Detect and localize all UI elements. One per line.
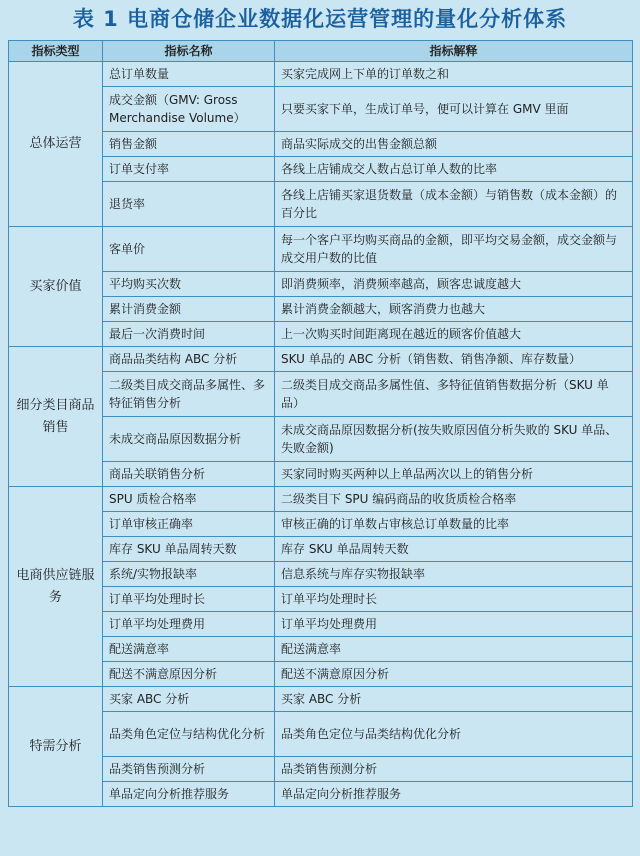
table-row	[9, 562, 633, 587]
table-row	[9, 322, 633, 347]
metric-description-cell: 订单平均处理费用	[275, 612, 633, 637]
metric-description-cell: 每一个客户平均购买商品的金额，即平均交易金额，成交金额与成交用户数的比值	[275, 227, 633, 272]
table-row	[9, 537, 633, 562]
metric-name-cell: 累计消费金额	[103, 297, 275, 322]
metric-name-cell: 系统/实物报缺率	[103, 562, 275, 587]
metric-name-cell: SPU 质检合格率	[103, 487, 275, 512]
metric-name-cell: 退货率	[103, 182, 275, 227]
metric-name-cell: 订单平均处理时长	[103, 587, 275, 612]
metric-description-cell: 品类角色定位与品类结构优化分析	[275, 712, 633, 757]
metric-description-cell: 配送不满意原因分析	[275, 662, 633, 687]
metric-description-cell: 品类销售预测分析	[275, 757, 633, 782]
table-row	[9, 462, 633, 487]
metric-name-cell: 总订单数量	[103, 62, 275, 87]
table-row	[9, 87, 633, 132]
metric-description-cell: 买家 ABC 分析	[275, 687, 633, 712]
metric-name-cell: 库存 SKU 单品周转天数	[103, 537, 275, 562]
header-name: 指标名称	[103, 41, 275, 62]
metric-description-cell: 订单平均处理时长	[275, 587, 633, 612]
metric-description-cell: 单品定向分析推荐服务	[275, 782, 633, 807]
metric-description-cell: 审核正确的订单数占审核总订单数量的比率	[275, 512, 633, 537]
category-cell: 特需分析	[9, 687, 103, 807]
metric-name-cell: 配送满意率	[103, 637, 275, 662]
metric-name-cell: 配送不满意原因分析	[103, 662, 275, 687]
table-row	[9, 62, 633, 87]
table-row	[9, 157, 633, 182]
table-row	[9, 587, 633, 612]
metric-name-cell: 买家 ABC 分析	[103, 687, 275, 712]
metric-description-cell: 未成交商品原因数据分析(按失败原因值分析失败的 SKU 单品、失败金额)	[275, 417, 633, 462]
metric-description-cell: 上一次购买时间距离现在越近的顾客价值越大	[275, 322, 633, 347]
table-row	[9, 687, 633, 712]
category-cell: 买家价值	[9, 227, 103, 347]
table-row	[9, 227, 633, 272]
metric-name-cell: 订单平均处理费用	[103, 612, 275, 637]
metric-description-cell: 累计消费金额越大，顾客消费力也越大	[275, 297, 633, 322]
metric-name-cell: 商品关联销售分析	[103, 462, 275, 487]
header-row	[9, 41, 633, 62]
metric-description-cell: 库存 SKU 单品周转天数	[275, 537, 633, 562]
table-row	[9, 297, 633, 322]
metric-description-cell: 各线上店铺买家退货数量（成本金额）与销售数（成本金额）的百分比	[275, 182, 633, 227]
category-cell: 电商供应链服务	[9, 487, 103, 687]
table-row	[9, 512, 633, 537]
category-cell: 总体运营	[9, 62, 103, 227]
table-body	[9, 62, 633, 807]
metric-name-cell: 单品定向分析推荐服务	[103, 782, 275, 807]
metric-description-cell: 二级类目下 SPU 编码商品的收货质检合格率	[275, 487, 633, 512]
metric-name-cell: 订单支付率	[103, 157, 275, 182]
table-row	[9, 487, 633, 512]
metric-name-cell: 客单价	[103, 227, 275, 272]
metric-description-cell: 即消费频率，消费频率越高，顾客忠诚度越大	[275, 272, 633, 297]
metric-name-cell: 品类销售预测分析	[103, 757, 275, 782]
metric-name-cell: 销售金额	[103, 132, 275, 157]
table-row	[9, 132, 633, 157]
metric-description-cell: SKU 单品的 ABC 分析（销售数、销售净额、库存数量）	[275, 347, 633, 372]
metric-name-cell: 平均购买次数	[103, 272, 275, 297]
table-title: 表 1 电商仓储企业数据化运营管理的量化分析体系	[72, 7, 568, 31]
metric-description-cell: 配送满意率	[275, 637, 633, 662]
table-row	[9, 417, 633, 462]
table-row	[9, 372, 633, 417]
table-row	[9, 347, 633, 372]
metric-description-cell: 二级类目成交商品多属性值、多特征值销售数据分析（SKU 单品）	[275, 372, 633, 417]
table-row	[9, 782, 633, 807]
table-row	[9, 182, 633, 227]
metric-name-cell: 订单审核正确率	[103, 512, 275, 537]
metric-description-cell: 信息系统与库存实物报缺率	[275, 562, 633, 587]
table-row	[9, 757, 633, 782]
metric-name-cell: 品类角色定位与结构优化分析	[103, 712, 275, 757]
metric-description-cell: 商品实际成交的出售金额总额	[275, 132, 633, 157]
metric-description-cell: 各线上店铺成交人数占总订单人数的比率	[275, 157, 633, 182]
metric-description-cell: 买家完成网上下单的订单数之和	[275, 62, 633, 87]
metric-name-cell: 商品品类结构 ABC 分析	[103, 347, 275, 372]
metric-name-cell: 最后一次消费时间	[103, 322, 275, 347]
metric-description-cell: 只要买家下单，生成订单号，便可以计算在 GMV 里面	[275, 87, 633, 132]
header-description: 指标解释	[275, 41, 633, 62]
table-row	[9, 712, 633, 757]
table-row	[9, 272, 633, 297]
metric-name-cell: 成交金额（GMV: Gross Merchandise Volume）	[103, 87, 275, 132]
table-row	[9, 612, 633, 637]
table-row	[9, 637, 633, 662]
table-row	[9, 662, 633, 687]
category-cell: 细分类目商品销售	[9, 347, 103, 487]
header-category: 指标类型	[9, 41, 103, 62]
metric-description-cell: 买家同时购买两种以上单品两次以上的销售分析	[275, 462, 633, 487]
metric-name-cell: 未成交商品原因数据分析	[103, 417, 275, 462]
metric-name-cell: 二级类目成交商品多属性、多特征销售分析	[103, 372, 275, 417]
metrics-table	[8, 40, 633, 807]
